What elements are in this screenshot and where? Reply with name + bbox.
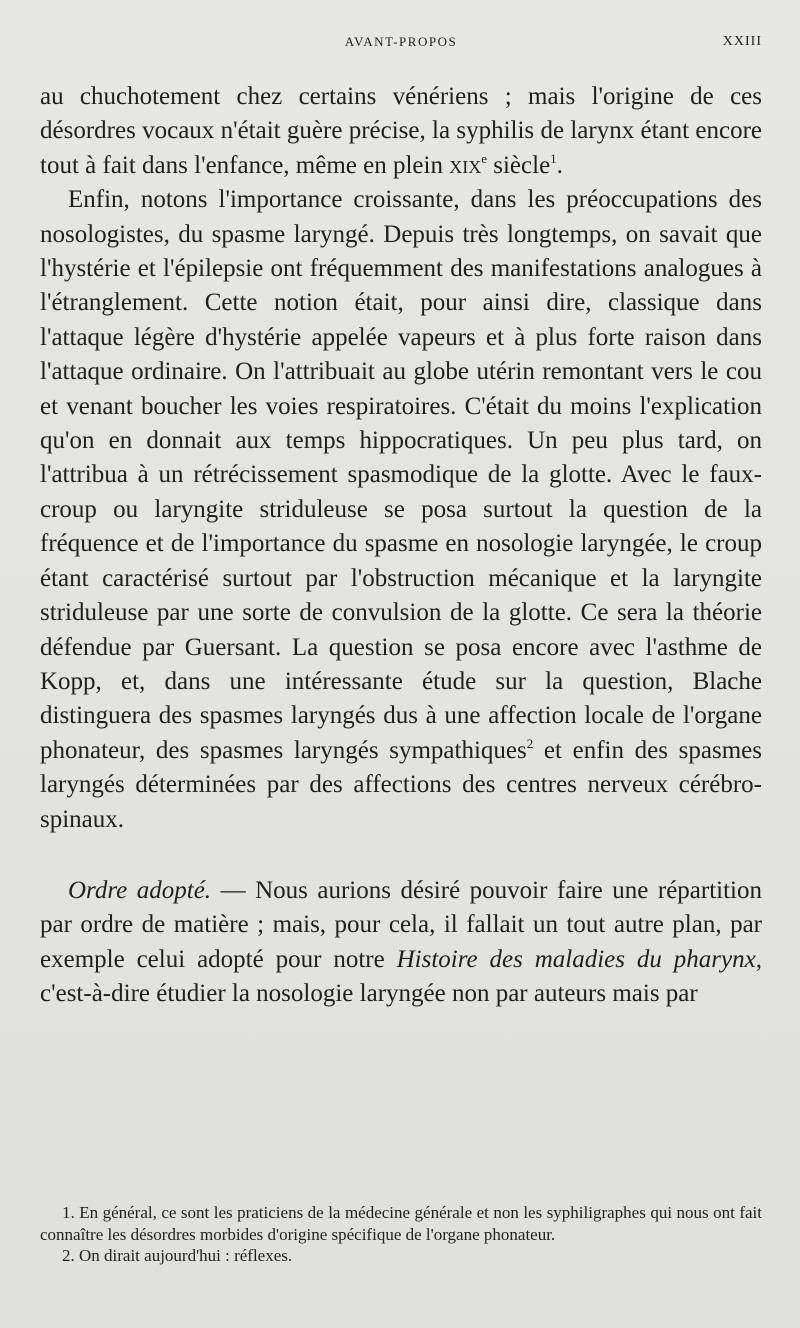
paragraph-3-text-1: — Nous aurions désiré pouvoir faire une répartition par ordre de matière ; mais, pour cela, il fallait un tout autre plan, par exemple celui adopté pour notre <box>40 876 762 973</box>
footnote-2: 2. On dirait aujourd'hui : réflexes. <box>62 1246 293 1265</box>
century-numeral: xix <box>449 151 482 179</box>
section-heading: Ordre adopté. <box>68 876 212 904</box>
footnote-1: 1. En général, ce sont les praticiens de la médecine générale et non les syphiligraphes qui nous ont fait connaître les désordres morbides d'origine spécifique de l'organe phonateur. <box>40 1203 762 1244</box>
century-superscript: e <box>481 150 487 166</box>
paragraph-1-end: . <box>556 151 563 179</box>
page-number: XXIII <box>722 34 762 49</box>
footnotes <box>40 1202 762 1267</box>
paragraph-2-text: Enfin, notons l'importance croissante, dans les préoccupations des nosologistes, du spasme laryngé. Depuis très longtemps, on savait que l'hystérie et l'épilepsie ont fréquemment des manifestations analogues à l'étranglement. Cette notion était, pour ainsi dire, classique dans l'attaque légère d'hystérie appelée vapeurs et à plus forte raison dans l'attaque ordinaire. On l'attribuait au globe utérin remontant vers le cou et venant boucher les voies respiratoires. C'était du moins l'explication qu'on en donnait aux temps hippocratiques. Un peu plus tard, on l'attribua à un rétrécissement spasmodique de la glotte. Avec le faux-croup ou laryngite striduleuse se posa surtout la question de la fréquence et de l'importance du spasme en nosologie laryngée, le croup étant caractérisé surtout par l'obstruction mécanique et la laryngite striduleuse par une sorte de convulsion de la glotte. Ce sera la théorie défendue par Guersant. La question se posa encore avec l'asthme de Kopp, et, dans une intéressante étude sur la question, Blache distinguera des spasmes laryngés dus à une affection locale de l'organe phonateur, des spasmes laryngés sympathiques <box>40 186 762 764</box>
footnote-ref-2: 2 <box>526 735 534 751</box>
paragraph-3-text-2: , c'est-à-dire étudier la nosologie laryngée non par auteurs mais par <box>40 945 762 1008</box>
book-title: Histoire des maladies du pharynx <box>396 945 756 973</box>
paragraph-3 <box>40 874 762 1012</box>
paragraph-2 <box>40 183 762 837</box>
paragraph-1 <box>40 80 762 183</box>
page-header <box>40 0 762 76</box>
running-title: AVANT-PROPOS <box>344 34 458 49</box>
footnote-ref-1: 1 <box>550 150 557 166</box>
paragraph-1-after-century: siècle <box>487 151 551 179</box>
paragraph-2-after-ref: et enfin des spasmes laryngés déterminées par des affections des centres nerveux cérébro-spinaux. <box>40 736 763 833</box>
body-text <box>40 80 762 1012</box>
paragraph-1-text: au chuchotement chez certains vénériens ; mais l'origine de ces désordres vocaux n'était guère précise, la syphilis de larynx étant encore tout à fait dans l'enfance, même en plein <box>40 83 762 179</box>
